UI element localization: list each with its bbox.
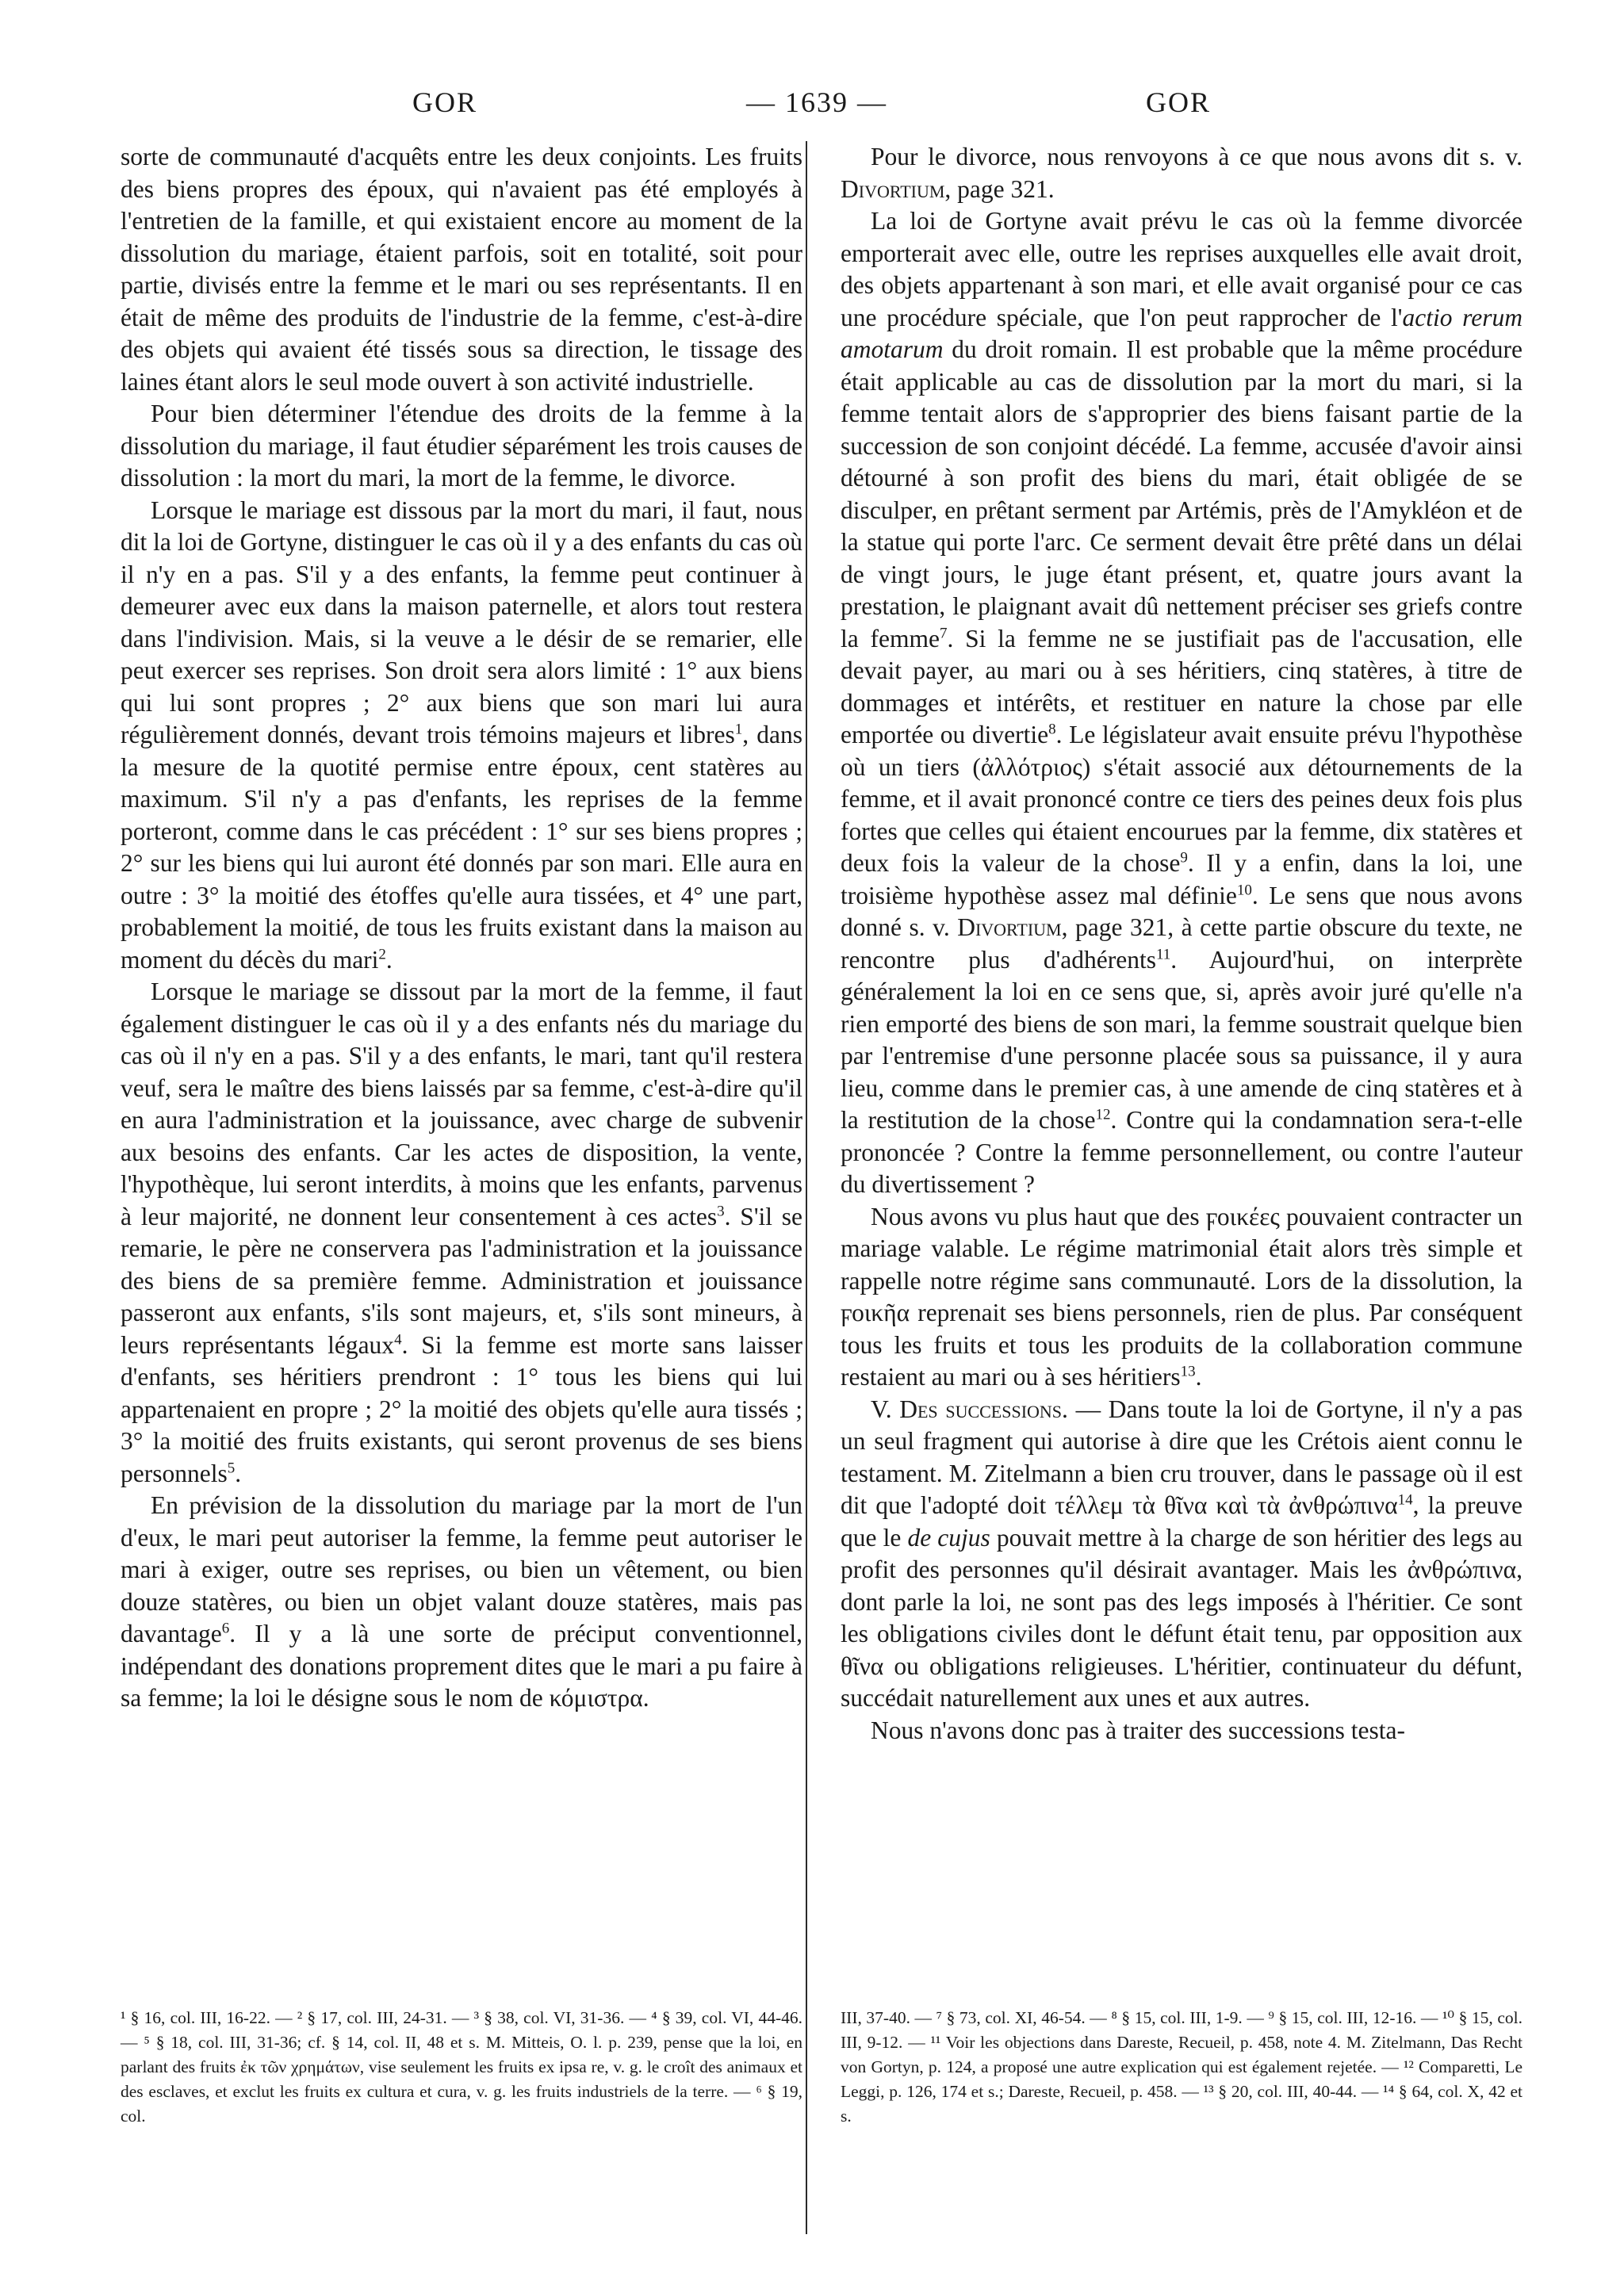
paragraph: Pour bien déterminer l'étendue des droits de la femme à la dissolution du mariage, il faut étudier séparément les trois causes de dissolution : la mort du mari, la mort de la femme, le divorce. xyxy=(121,400,802,492)
footnote-ref: 3 xyxy=(717,1203,725,1219)
running-head-left: GOR xyxy=(412,86,478,118)
section-paragraph: V. Des successions. — Dans toute la loi de Gortyne, il n'y a pas un seul fragment qui autorise à dire que les Crétois aient connu le testament. M. Zitelmann a bien cru trouver, dans le passage où il est dit que l'adopté doit τέλλεμ τὰ θῖνα καὶ τὰ ἀνθρώπινα$^{14}$, la preuve que le de cujus pouvait mettre à la charge de son héritier des legs au profit des personnes qu'il désirait avantager. Mais les ἀνθρώπινα, dont parle la loi, ne sont pas des legs imposés à l'héritier. Ce sont les obligations civiles dont le défunt était tenu, par opposition aux θῖνα ou obligations religieuses. L'héritier, continuateur du défunt, succédait naturellement aux unes et aux autres. xyxy=(841,1395,1522,1712)
footnote-ref: 5 xyxy=(227,1460,236,1476)
paragraph: Nous n'avons donc pas à traiter des successions testa- xyxy=(871,1716,1406,1744)
page-number: — 1639 — xyxy=(746,86,887,118)
footnote-ref: 6 xyxy=(221,1620,230,1637)
running-head-right: GOR xyxy=(1146,86,1212,118)
paragraph: Lorsque le mariage se dissout par la mort de la femme, il faut également distinguer le cas où il y a des enfants nés du mariage du cas où il n'y en a pas. S'il y a des enfants, le mari, tant qu'il restera veuf, sera le maître des biens laissés par sa femme, c'est-à-dire qu'il en aura l'administration et la jouissance, avec charge de subvenir aux besoins des enfants. Car les actes de disposition, la vente, l'hypothèque, lui seront interdits, à moins que les enfants, parvenus à leur majorité, ne donnent leur consentement à ces actes$^3$. S'il se remarie, le père ne conservera pas l'administration et la jouissance des biens de sa première femme. Administration et jouissance passeront aux enfants, s'ils sont majeurs, et, s'ils sont mineurs, à leurs représentants légaux$^4$. Si la femme est morte sans laisser d'enfants, ses héritiers prendront : 1° tous les biens qui lui appartenaient en propre ; 2° la moitié des objets qu'elle aura tissés ; 3° la moitié des fruits existants, qui seront provenus de ses biens personnels$^5$. xyxy=(121,978,803,1487)
column-divider xyxy=(806,141,807,2234)
right-column xyxy=(841,141,1522,1747)
footnote-ref: 7 xyxy=(939,625,948,641)
footnote-ref: 14 xyxy=(1397,1491,1413,1509)
paragraph: En prévision de la dissolution du mariage par la mort de l'un d'eux, le mari peut autoriser la femme, la femme peut autoriser le mari à exiger, outre ses reprises, ou bien un vêtement, ou bien douze statères, ou bien un objet valant douze statères, mais pas davantage$^6$. Il y a là une sorte de préciput conventionnel, indépendant des donations proprement dites que le mari a pu faire à sa femme; la loi le désigne sous le nom de κόμιστρα. xyxy=(121,1491,802,1712)
footnote-ref: 11 xyxy=(1155,946,1171,962)
paragraph: Nous avons vu plus haut que des ϝοικέες pouvaient contracter un mariage valable. Le régime matrimonial était alors très simple et rappelle notre régime sans communauté. Lors de la dissolution, la ϝοικῆα reprenait ses biens personnels, rien de plus. Par conséquent tous les fruits et tous les produits de la collaboration commune restaient au mari ou à ses héritiers$^{13}$. xyxy=(841,1202,1522,1391)
paragraph: Pour le divorce, nous renvoyons à ce que nous avons dit s. v. Divortium, page 321. xyxy=(841,143,1522,203)
footnote-ref: 4 xyxy=(394,1331,402,1348)
footnote-ref: 1 xyxy=(734,721,743,738)
footnotes-left: ¹ § 16, col. III, 16-22. — ² § 17, col. III, 24-31. — ³ § 38, col. VI, 31-36. — ⁴ § 39, col. VI, 44-46. — ⁵ § 18, col. III, 31-36; cf. § 14, col. II, 48 et s. M. Mitteis, O. l. p. 239, pense que la loi, en parlant des fruits ἐκ τῶν χρημάτων, vise seulement les fruits ex ipsa re, v. g. le croît des animaux et des esclaves, et exclut les fruits ex cultura et cura, v. g. les fruits industriels de la terre. — ⁶ § 19, col. xyxy=(121,2008,802,2126)
footnote-ref: 2 xyxy=(378,946,386,962)
paragraph: sorte de communauté d'acquêts entre les deux conjoints. Les fruits des biens propres des époux, qui n'avaient pas été employés à l'entretien de la famille, et qui existaient encore au moment de la dissolution du mariage, étaient parfois, soit en totalité, soit pour partie, divisés entre la femme et le mari ou ses représentants. Il en était de même des produits de l'industrie de la femme, c'est-à-dire des objets qui avaient été tissés sous sa direction, le tissage des laines étant alors le seul mode ouvert à son activité industrielle. xyxy=(121,143,802,396)
paragraph: La loi de Gortyne avait prévu le cas où la femme divorcée emporterait avec elle, outre les reprises auxquelles elle avait droit, des objets appartenant à son mari, et elle avait organisé pour ce cas une procédure spéciale, que l'on peut rapprocher de l'actio rerum amotarum du droit romain. Il est probable que la même procédure était applicable au cas de dissolution par la mort du mari, si la femme tentait alors de s'approprier des biens faisant partie de la succession de son conjoint décédé. La femme, accusée d'avoir ainsi détourné à son profit des biens du mari, était obligée de se disculper, en prêtant serment par Artémis, près de l'Amykléon et de la statue qui porte l'arc. Ce serment devait être prêté dans un délai de vingt jours, le juge étant présent, et, quatre jours avant la prestation, le plaignant avait dû nettement préciser ses griefs contre la femme$^7$. Si la femme ne se justifiait pas de l'accusation, elle devait payer, au mari ou à ses héritiers, cinq statères, à titre de dommages et intérêts, et restituer en nature la chose par elle emportée ou divertie$^8$. Le législateur avait ensuite prévu l'hypothèse où un tiers (ἀλλότριος) s'était associé aux détournements de la femme, et il avait prononcé contre ce tiers des peines deux fois plus fortes que celles qui étaient encourues par la femme, dix statères et deux fois la valeur de la chose$^9$. Il y a enfin, dans la loi, une troisième hypothèse assez mal définie$^{10}$. Le sens que nous avons donné s. v. Divortium, page 321, à cette partie obscure du texte, ne rencontre plus d'adhérents$^{11}$. Aujourd'hui, on interprète généralement la loi en ce sens que, si, après avoir juré qu'elle n'a rien emporté des biens de son mari, la femme soustrait quelque bien par l'entremise d'une personne placée sous sa puissance, il y aura lieu, comme dans le premier cas, à une amende de cinq statères et à la restitution de la chose$^{12}$. Contre qui la condamnation sera-t-elle prononcée ? Contre la femme personnellement, ou contre l'auteur du divertissement ? xyxy=(841,207,1523,1198)
footnote-ref: 10 xyxy=(1236,882,1252,898)
footnote-ref: 8 xyxy=(1048,721,1056,738)
footnote-ref: 12 xyxy=(1095,1106,1111,1123)
left-column xyxy=(121,141,802,1715)
footnotes-right: III, 37-40. — ⁷ § 73, col. XI, 46-54. — ⁸ § 15, col. III, 1-9. — ⁹ § 15, col. III, 12-16. — ¹⁰ § 15, col. III, 9-12. — ¹¹ Voir les objections dans Dareste, Recueil, p. 458, note 4. M. Zitelmann, Das Recht von Gortyn, p. 124, a proposé une autre explication qui est également rejetée. — ¹² Comparetti, Le Leggi, p. 126, 174 et s.; Dareste, Recueil, p. 458. — ¹³ § 20, col. III, 40-44. — ¹⁴ § 64, col. X, 42 et s. xyxy=(841,2008,1522,2126)
section-heading: V. Des successions. xyxy=(871,1395,1068,1423)
footnote-ref: 13 xyxy=(1180,1363,1196,1380)
paragraph: Lorsque le mariage est dissous par la mort du mari, il faut, nous dit la loi de Gortyne, distinguer le cas où il y a des enfants du cas où il n'y en a pas. S'il y a des enfants, la femme peut continuer à demeurer avec eux dans la maison paternelle, et alors tout restera dans l'indivision. Mais, si la veuve a le désir de se remarier, elle peut exercer ses reprises. Son droit sera alors limité : 1° aux biens qui lui sont propres ; 2° aux biens que son mari lui aura régulièrement donnés, devant trois témoins majeurs et libres$^1$, dans la mesure de la quotité permise entre époux, cent statères au maximum. S'il n'y a pas d'enfants, les reprises de la femme porteront, comme dans le cas précédent : 1° sur ses biens propres ; 2° sur les biens qui lui auront été donnés par son mari. Elle aura en outre : 3° la moitié des étoffes qu'elle aura tissées, et 4° une part, probablement la moitié, de tous les fruits existant dans la maison au moment du décès du mari$^2$. xyxy=(121,496,802,974)
footnote-ref: 9 xyxy=(1180,849,1188,867)
